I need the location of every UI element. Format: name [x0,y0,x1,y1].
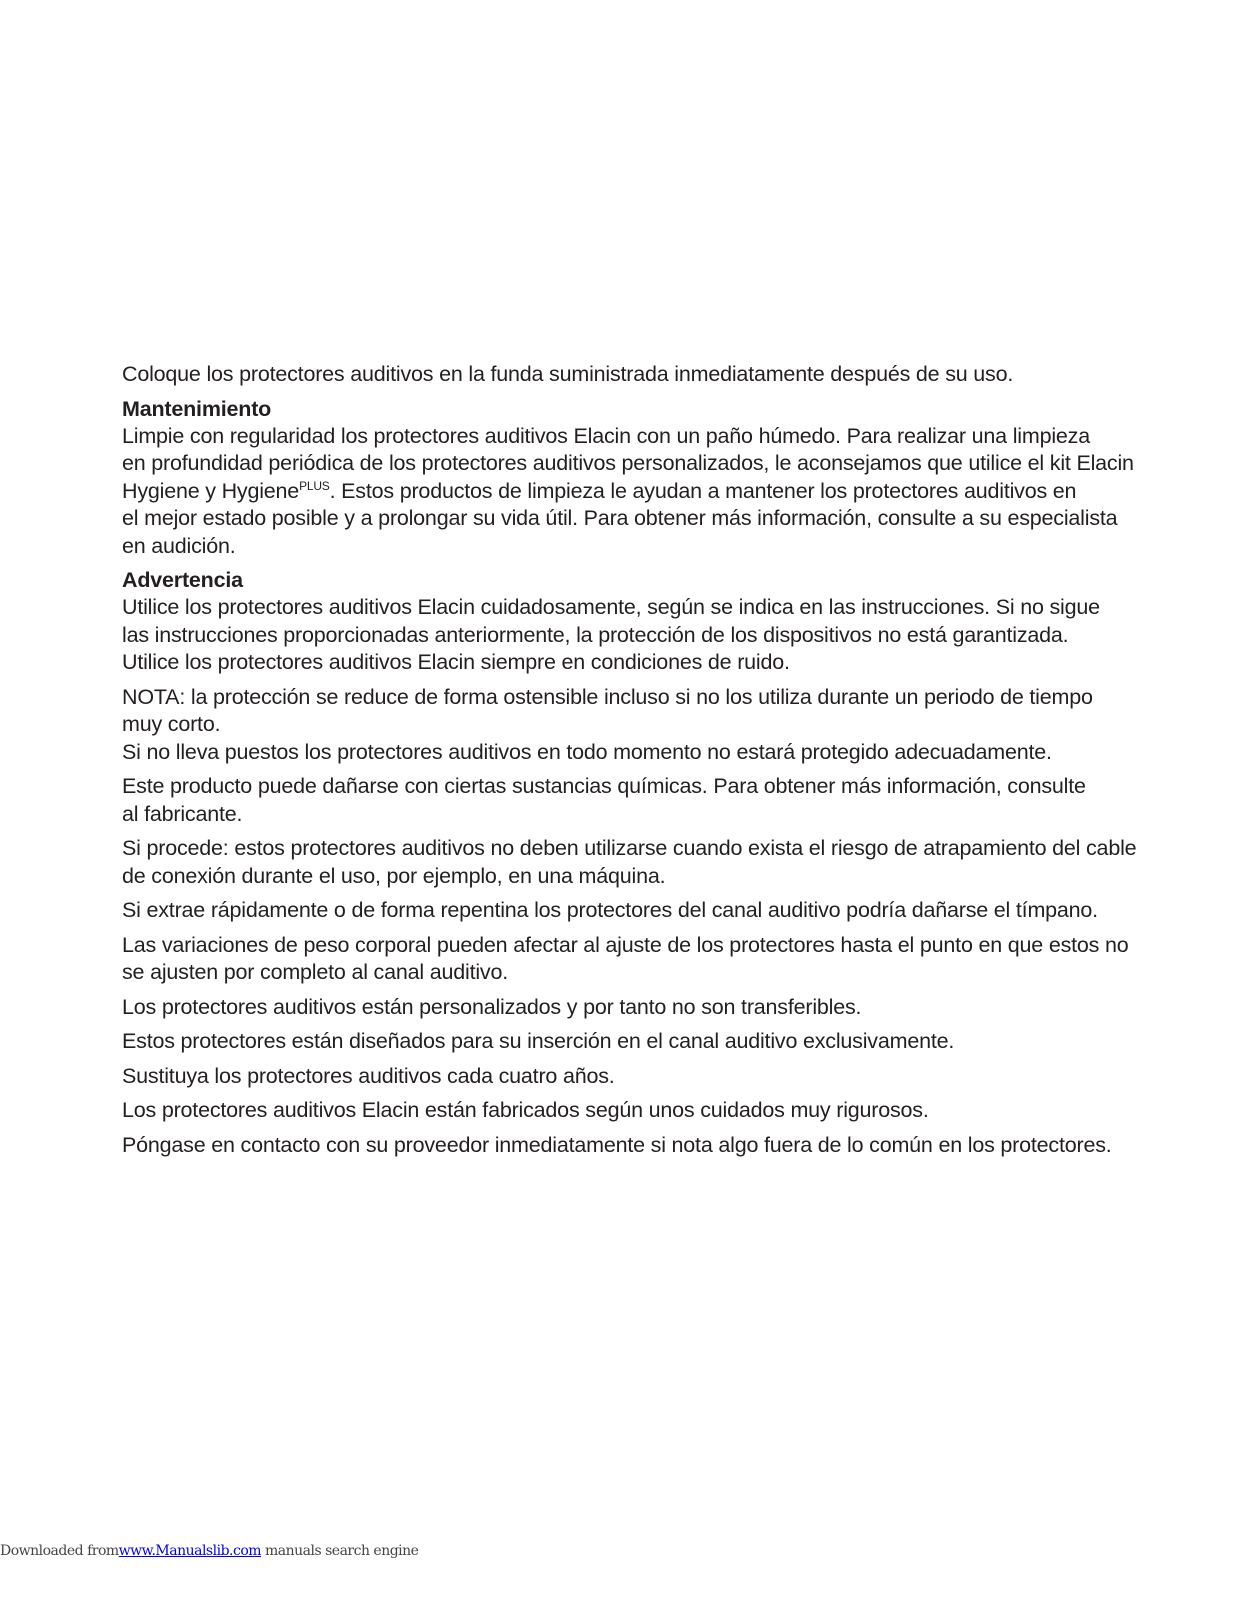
warning-paragraph-5 [122,897,1182,925]
text-fragment: Hygiene y Hygiene [122,478,300,503]
text-line: en audición. [122,533,236,558]
text-line: Los protectores auditivos están personalizados y por tanto no son transferibles. [122,994,862,1019]
footer-prefix: Downloaded from [0,1543,119,1559]
warning-heading: Advertencia [122,568,243,592]
warning-paragraph-3 [122,773,1182,828]
text-line: Sustituya los protectores auditivos cada cuatro años. [122,1063,615,1088]
text-line: Utilice los protectores auditivos Elacin cuidadosamente, según se indica en las instrucciones. Si no sigue [122,595,1100,619]
text-line: de conexión durante el uso, por ejemplo, en una máquina. [122,863,666,888]
warning-paragraph-9 [122,1063,1182,1091]
warning-paragraph-7 [122,994,1182,1022]
text-line: Estos protectores están diseñados para su inserción en el canal auditivo exclusivamente. [122,1029,955,1053]
text-line: Póngase en contacto con su proveedor inmediatamente si nota algo fuera de lo común en los protectores. [122,1132,1112,1157]
warning-paragraph-10 [122,1097,1182,1125]
intro-paragraph [122,361,1182,389]
text-line: se ajusten por completo al canal auditivo. [122,960,509,984]
warning-paragraph-2b [122,739,1182,767]
text-line: Coloque los protectores auditivos en la funda suministrada inmediatamente después de su uso. [122,362,1014,386]
footer-suffix: manuals search engine [264,1543,419,1559]
text-line: NOTA: la protección se reduce de forma ostensible incluso si no los utiliza durante un periodo de tiempo [122,684,1093,709]
maintenance-paragraph [122,423,1182,561]
maintenance-heading: Mantenimiento [122,396,272,421]
document-body [122,361,1182,1166]
warning-paragraph-2 [122,684,1182,739]
text-line: Si extrae rápidamente o de forma repentina los protectores del canal auditivo podría dañarse el tímpano. [122,898,1098,922]
text-line: al fabricante. [122,801,243,826]
warning-paragraph-8 [122,1028,1182,1056]
text-line: en profundidad periódica de los protectores auditivos personalizados, le aconsejamos que utilice el kit Elacin [122,451,1134,475]
warning-paragraph-11 [122,1132,1182,1160]
superscript-plus: PLUS [299,478,330,493]
warning-paragraph-6 [122,932,1182,987]
text-line: Los protectores auditivos Elacin están fabricados según unos cuidados muy rigurosos. [122,1098,929,1122]
text-line: el mejor estado posible y a prolongar su vida útil. Para obtener más información, consulte a su especialista [122,506,1118,530]
warning-paragraph-1 [122,594,1182,677]
text-line: Limpie con regularidad los protectores auditivos Elacin con un paño húmedo. Para realizar una limpieza [122,423,1090,448]
text-line: Las variaciones de peso corporal pueden afectar al ajuste de los protectores hasta el punto en que estos no [122,932,1129,957]
warning-paragraph-4 [122,835,1182,890]
manualslib-link[interactable]: www.Manualslib.com [118,1543,262,1559]
text-line: Si no lleva puestos los protectores auditivos en todo momento no estará protegido adecuadamente. [122,739,1052,764]
text-line: Utilice los protectores auditivos Elacin siempre en condiciones de ruido. [122,650,790,674]
text-line: Si procede: estos protectores auditivos no deben utilizarse cuando exista el riesgo de atrapamiento del cable [122,836,1137,860]
text-line: Este producto puede dañarse con ciertas sustancias químicas. Para obtener más información, consulte [122,774,1086,798]
text-line-hygiene [122,478,1182,506]
text-line: muy corto. [122,712,221,736]
download-footer [0,1543,418,1559]
text-fragment: . Estos productos de limpieza le ayudan a mantener los protectores auditivos en [329,478,1077,503]
text-line: las instrucciones proporcionadas anteriormente, la protección de los dispositivos no está garantizada. [122,622,1069,647]
